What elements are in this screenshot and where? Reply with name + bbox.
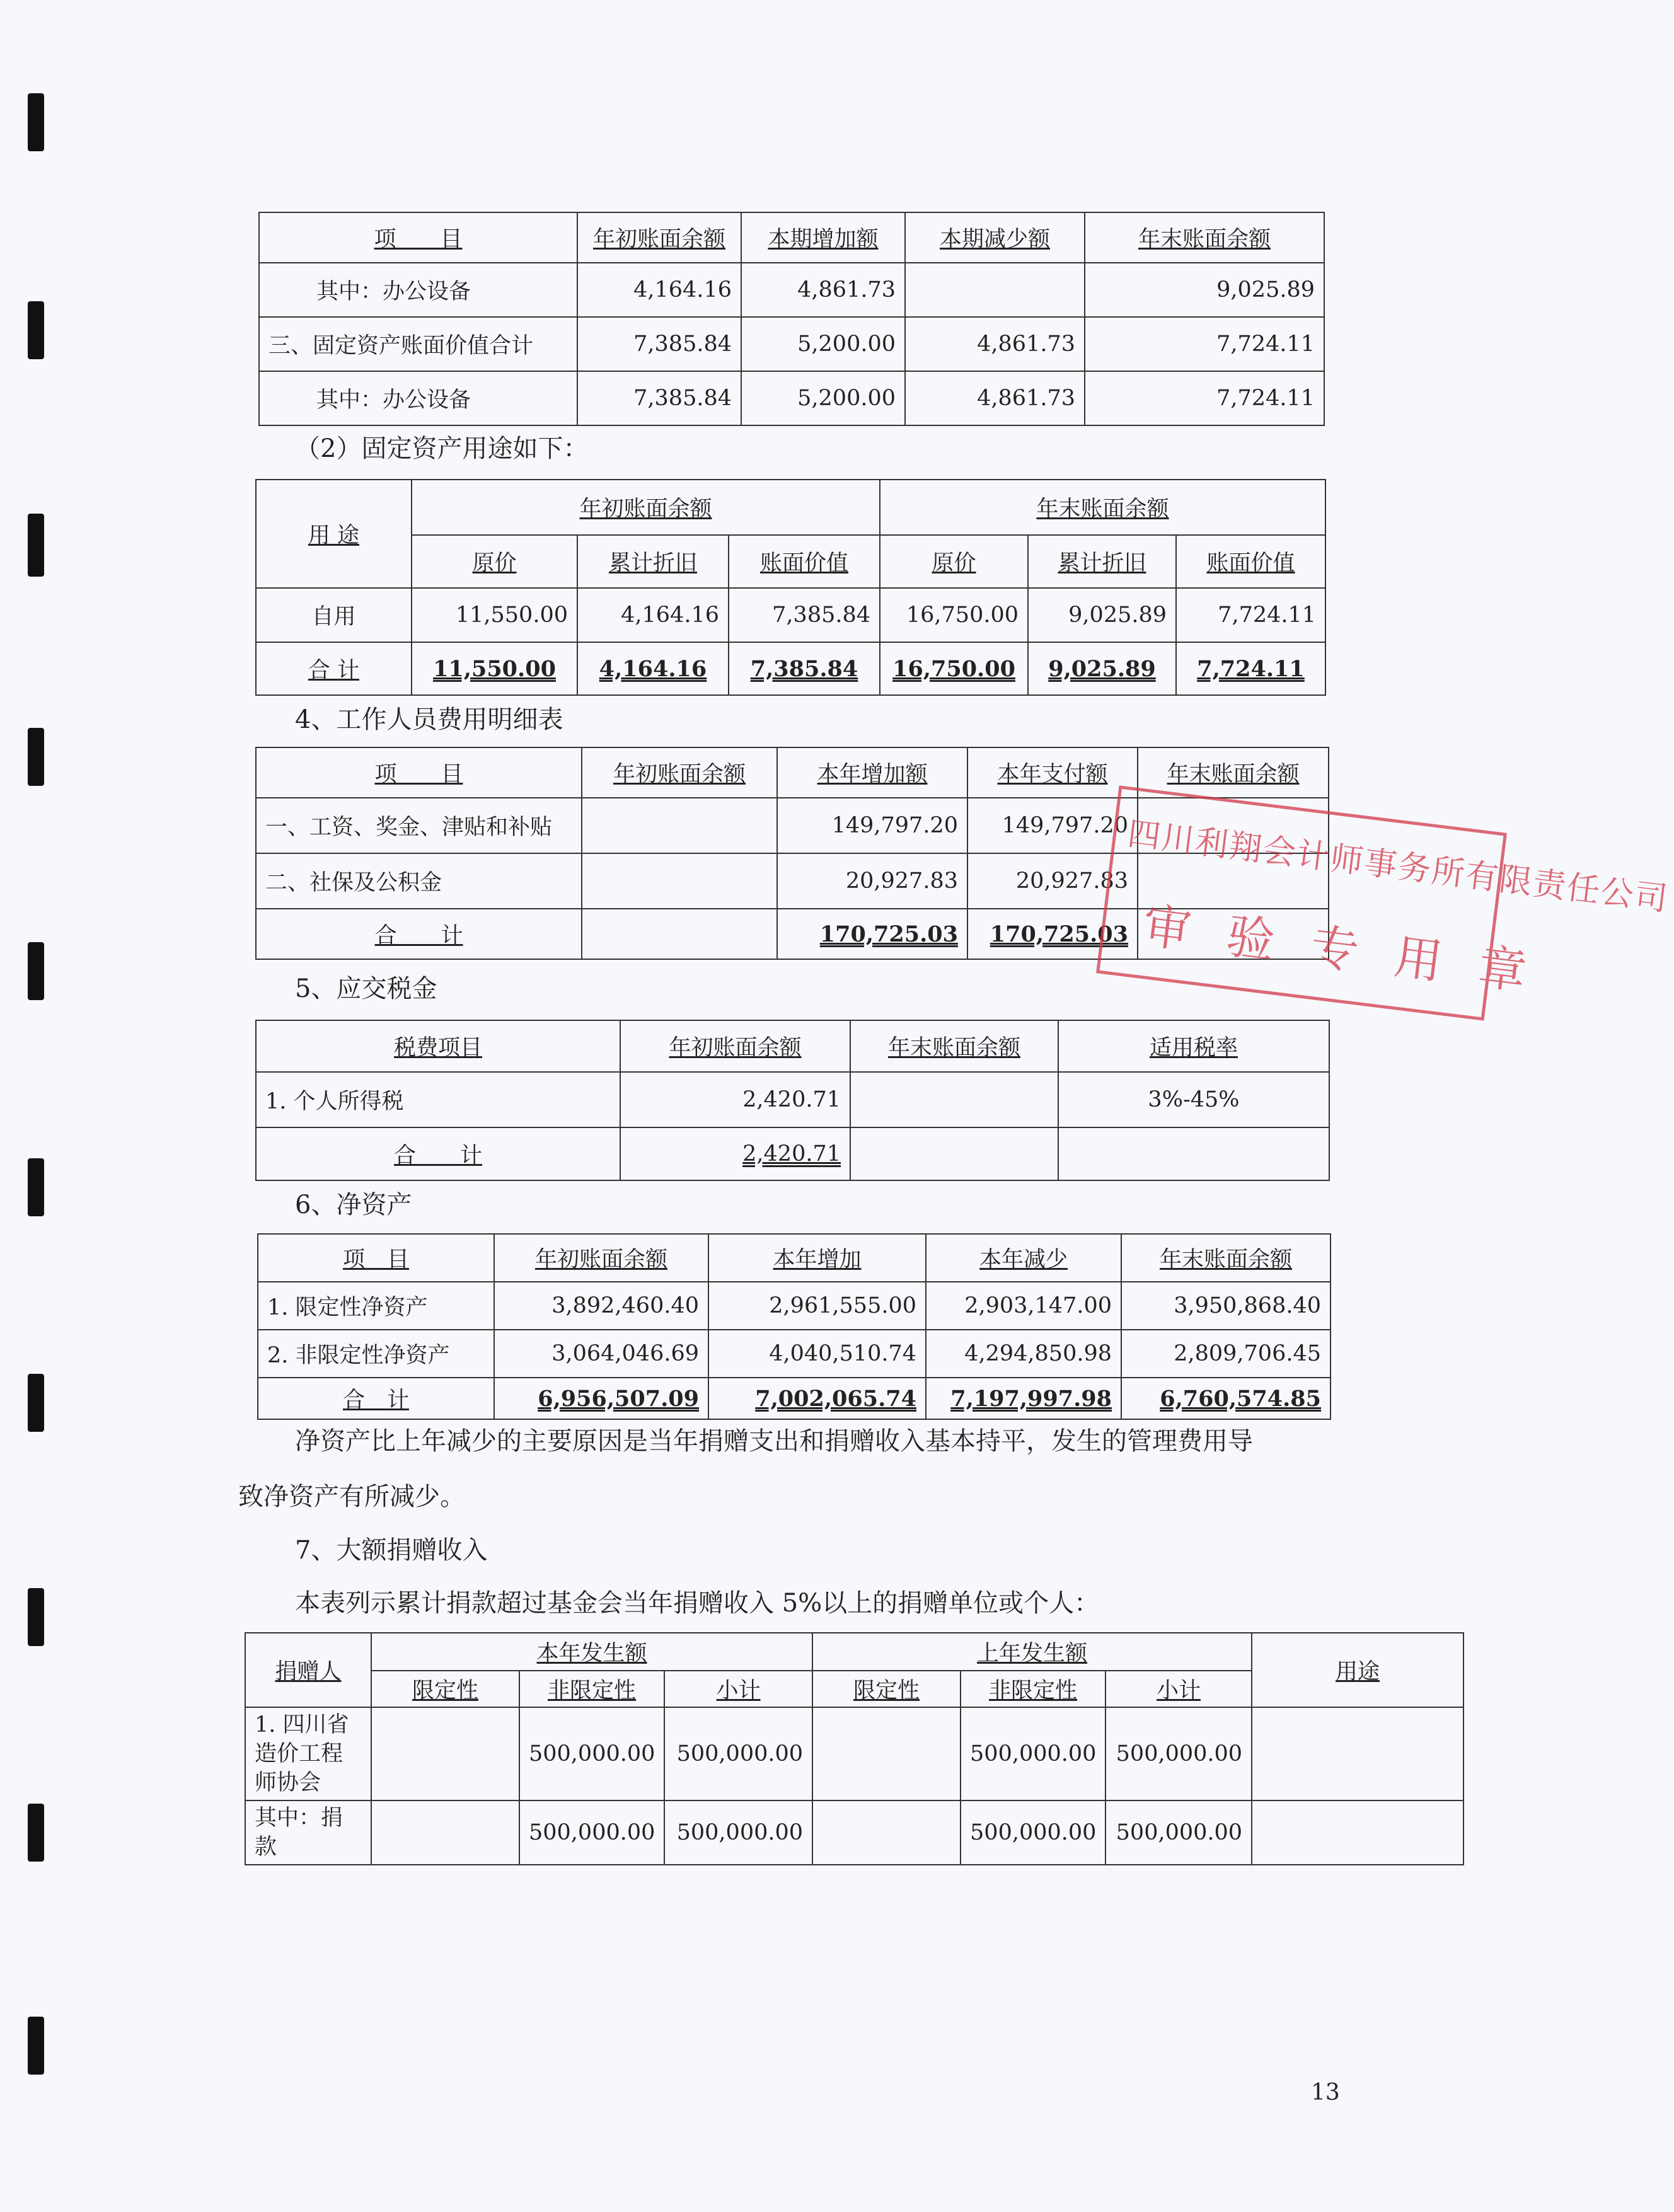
total-row: 合 计 170,725.03 170,725.03 [256,909,1329,959]
binding-mark [28,942,44,1000]
table-row: 二、社保及公积金 20,927.83 20,927.83 [256,853,1329,909]
table-row: 一、工资、奖金、津贴和补贴 149,797.20 149,797.20 [256,798,1329,853]
header-cell: 税费项目 [256,1020,620,1072]
header-cell: 本期增加额 [741,212,905,263]
fixed-asset-usage-table: 用 途 年初账面余额 年末账面余额 原价 累计折旧 账面价值 原价 累计折旧 账面价值 自用 11,550.00 4,164.16 7,385.84 16,750.00 9,025.89 7,724.11 合 计 11,550.00 4,164.16 7,385.84 16,750.00 9,025.89 7,724.11 [255,479,1326,696]
section-title: 5、应交税金 [295,974,437,1003]
header-cell: 本年增加 [708,1234,926,1282]
table-row: 三、固定资产账面价值合计 7,385.84 5,200.00 4,861.73 7,724.11 [259,317,1324,371]
header-cell: 年初账面余额 [582,747,777,798]
stamp-purpose: 审验专用章 [1140,897,1566,1005]
header-cell: 年末账面余额 [1085,212,1324,263]
header-cell: 年末账面余额 [880,480,1325,535]
binding-mark [28,1374,44,1432]
section-title: （2）固定资产用途如下： [295,434,589,463]
table-row: 其中：办公设备 7,385.84 5,200.00 4,861.73 7,724.11 [259,371,1324,425]
table-row: 其中：办公设备 4,164.16 4,861.73 9,025.89 [259,263,1324,317]
net-assets-table [257,1233,1331,1420]
total-row: 合 计 6,956,507.09 7,002,065.74 7,197,997.98 6,760,574.85 [258,1378,1331,1419]
header-cell: 年初账面余额 [620,1020,850,1072]
taxes-payable-table [255,1020,1330,1181]
page-number: 13 [1311,2080,1340,2105]
header-cell: 年末账面余额 [1138,747,1329,798]
total-row: 合 计 2,420.71 [256,1127,1329,1180]
table-row: 1. 个人所得税 2,420.71 3%-45% [256,1072,1329,1127]
header-cell: 年末账面余额 [850,1020,1058,1072]
header-cell: 本年支付额 [967,747,1138,798]
fixed-assets-table [258,212,1325,426]
header-cell: 用途 [1252,1633,1463,1707]
header-cell: 年初账面余额 [412,480,880,535]
header-cell: 年初账面余额 [577,212,741,263]
table-row: 1. 限定性净资产 3,892,460.40 2,961,555.00 2,903,147.00 3,950,868.40 [258,1282,1331,1330]
header-cell: 用 途 [256,480,412,588]
header-cell: 项 目 [258,1234,494,1282]
section-title: 4、工作人员费用明细表 [295,705,563,734]
stamp-firm-name: 四川利翔会计师事务所有限责任公司 [1125,814,1671,919]
table-row: 2. 非限定性净资产 3,064,046.69 4,040,510.74 4,294,850.98 2,809,706.45 [258,1330,1331,1378]
table-row: 自用 11,550.00 4,164.16 7,385.84 16,750.00 9,025.89 7,724.11 [256,588,1325,642]
binding-mark [28,1588,44,1646]
binding-mark [28,514,44,577]
large-donations-table: 捐赠人 本年发生额 上年发生额 用途 限定性 非限定性 小计 限定性 非限定性 小计 1. 四川省造价工程师协会 500,000.00 500,000.00 500,000.00 500,000.00 其中：捐款 500,000.00 500,000.00 500,000.00 500,000.00 [245,1632,1464,1865]
audit-stamp [1096,785,1671,1020]
paragraph: 净资产比上年减少的主要原因是当年捐赠支出和捐赠收入基本持平，发生的管理费用导 [295,1427,1253,1456]
section-title: 7、大额捐赠收入 [295,1536,488,1565]
paragraph: 本表列示累计捐款超过基金会当年捐赠收入 5%以上的捐赠单位或个人： [295,1589,1100,1618]
header-cell: 捐赠人 [245,1633,371,1707]
paragraph: 致净资产有所减少。 [238,1482,465,1511]
binding-mark [28,93,44,151]
table-row: 1. 四川省造价工程师协会 500,000.00 500,000.00 500,000.00 500,000.00 [245,1707,1463,1800]
section-title: 6、净资产 [295,1190,412,1219]
total-row: 合 计 11,550.00 4,164.16 7,385.84 16,750.00 9,025.89 7,724.11 [256,642,1325,695]
table-row: 其中：捐款 500,000.00 500,000.00 500,000.00 500,000.00 [245,1800,1463,1865]
header-cell: 项 目 [256,747,582,798]
header-cell: 年初账面余额 [494,1234,708,1282]
header-cell: 本年增加额 [777,747,967,798]
header-cell: 本年发生额 [371,1633,812,1671]
binding-mark [28,301,44,359]
header-cell: 本期减少额 [905,212,1085,263]
header-cell: 项 目 [259,212,577,263]
header-cell: 上年发生额 [812,1633,1252,1671]
binding-mark [28,728,44,786]
header-cell: 适用税率 [1058,1020,1329,1072]
header-cell: 年末账面余额 [1121,1234,1331,1282]
binding-mark [28,1158,44,1216]
binding-mark [28,1804,44,1862]
header-cell: 本年减少 [926,1234,1121,1282]
binding-mark [28,2017,44,2075]
